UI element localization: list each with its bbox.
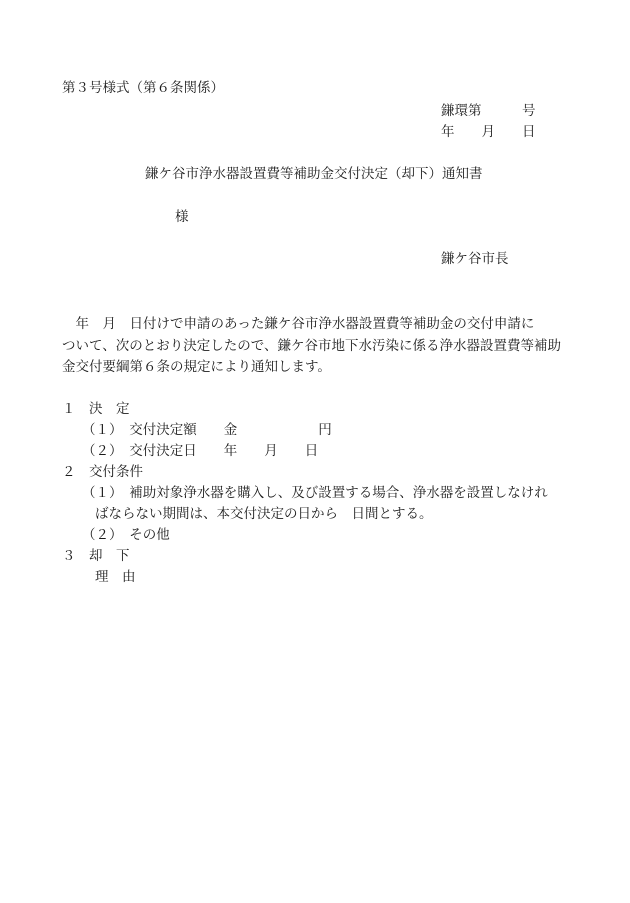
section-2-item-2: （２） その他 <box>82 527 170 543</box>
section-3-heading: ３ 却 下 <box>62 548 130 564</box>
section-1-item-2: （２） 交付決定日 年 月 日 <box>82 443 319 459</box>
section-1-heading: １ 決 定 <box>62 401 130 417</box>
section-2-item-1-line-2: ばならない期間は、本交付決定の日から 日間とする。 <box>95 506 433 522</box>
form-label: 第３号様式（第６条関係） <box>62 80 224 96</box>
document-title: 鎌ケ谷市浄水器設置費等補助金交付決定（却下）通知書 <box>145 166 483 182</box>
section-2-heading: ２ 交付条件 <box>62 464 143 480</box>
date-line: 年 月 日 <box>441 124 536 140</box>
document-number: 鎌環第 号 <box>441 103 536 119</box>
section-1-item-1: （１） 交付決定額 金 円 <box>82 422 332 438</box>
section-2-item-1-line-1: （１） 補助対象浄水器を購入し、及び設置する場合、浄水器を設置しなけれ <box>82 485 548 501</box>
body-line-3: 金交付要綱第６条の規定により通知します。 <box>62 359 331 375</box>
recipient-suffix: 様 <box>175 209 189 225</box>
body-line-2: ついて、次のとおり決定したので、鎌ケ谷市地下水汚染に係る浄水器設置費等補助 <box>62 338 561 354</box>
issuer: 鎌ケ谷市長 <box>441 251 509 267</box>
section-3-reason: 理 由 <box>95 569 136 585</box>
body-line-1: 年 月 日付けで申請のあった鎌ケ谷市浄水器設置費等補助金の交付申請に <box>62 316 535 332</box>
